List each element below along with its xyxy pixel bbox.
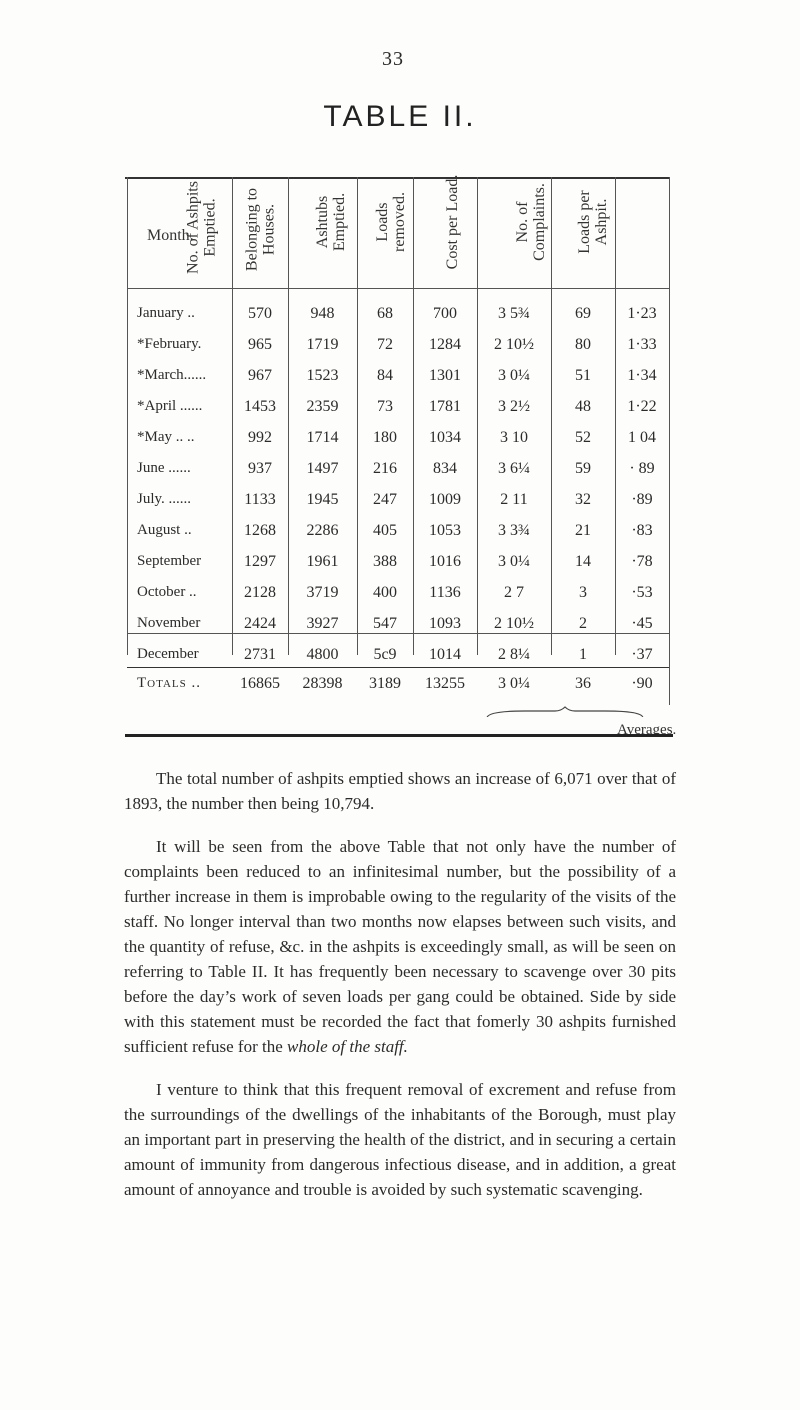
ashtubs-cell: 388 <box>373 553 397 570</box>
month-cell: October .. <box>137 584 197 600</box>
ashpits-cell: 992 <box>248 429 272 446</box>
loads-cell: 1284 <box>429 336 461 353</box>
month-cell: August .. <box>137 522 192 538</box>
complaints-cell: 21 <box>575 522 591 539</box>
loads-total: 13255 <box>425 675 465 692</box>
houses-total: 28398 <box>302 675 343 692</box>
paragraph-2-italic: whole of the staff. <box>287 1037 408 1056</box>
loads-cell: 834 <box>433 460 457 477</box>
houses-cell: 2359 <box>306 398 339 415</box>
houses-cell: 2286 <box>306 522 339 539</box>
complaints-cell: 80 <box>575 336 591 353</box>
loads-cell: 1016 <box>429 553 461 570</box>
ashpits-cell: 2424 <box>244 615 276 632</box>
loads-cell: 1034 <box>429 429 461 446</box>
houses-cell: 1523 <box>306 367 339 384</box>
houses-cell: 1714 <box>306 429 339 446</box>
header-month: Month. <box>147 227 194 244</box>
complaints-cell: 1 <box>579 646 587 663</box>
paragraph-1: The total number of ashpits emptied shows an increase of 6,071 over that of 1893, the number then being 10,794. <box>124 769 676 813</box>
loads-per-ashpit-cell: ·89 <box>631 491 653 508</box>
cost-cell: 2 11 <box>500 491 528 508</box>
loads-per-ashpit-average: ·90 <box>631 675 653 692</box>
ashpits-cell: 570 <box>248 305 272 322</box>
ashtubs-cell: 216 <box>373 460 397 477</box>
ashtubs-cell: 72 <box>377 336 393 353</box>
complaints-cell: 52 <box>575 429 591 446</box>
cost-cell: 2 10½ <box>494 336 534 353</box>
loads-cell: 1014 <box>429 646 461 663</box>
loads-per-ashpit-cell: ·37 <box>631 646 653 663</box>
month-cell: January .. <box>137 305 195 321</box>
header-loads-per-ashpit: Loads per Ashpit. <box>576 190 610 254</box>
month-cell: *March...... <box>137 367 207 383</box>
complaints-total: 36 <box>575 675 591 692</box>
houses-cell: 4800 <box>306 646 339 663</box>
cost-cell: 3 6¼ <box>498 460 530 477</box>
complaints-cell: 51 <box>575 367 591 384</box>
paragraph-3: I venture to think that this frequent removal of excrement and refuse from the surroundings of the dwellings of the inhabitants of the Borough, must play an important part in preserving the health of the district, and in securing a certain amount of immunity from dangerous infectious disease, and in addition, a great amount of annoyance and trouble is avoided by such systematic scavenging. <box>124 1080 676 1199</box>
ashtubs-cell: 405 <box>373 522 397 539</box>
ashtubs-cell: 547 <box>373 615 397 632</box>
header-loads: Loads removed. <box>374 192 408 252</box>
month-cell: July. ...... <box>137 491 192 507</box>
loads-per-ashpit-cell: ·45 <box>631 615 653 632</box>
header-ashpits: No. of Ashpits Emptied. <box>184 181 219 274</box>
ashtubs-cell: 247 <box>373 491 397 508</box>
complaints-cell: 3 <box>579 584 587 601</box>
cost-cell: 2 10½ <box>494 615 534 632</box>
loads-per-ashpit-cell: 1·33 <box>627 336 657 353</box>
loads-cell: 1093 <box>429 615 461 632</box>
cost-cell: 3 0¼ <box>498 367 530 384</box>
cost-cell: 3 10 <box>500 429 528 446</box>
complaints-cell: 14 <box>575 553 591 570</box>
houses-cell: 1945 <box>306 491 339 508</box>
loads-per-ashpit-cell: 1·22 <box>627 398 657 415</box>
month-cell: *May .. .. <box>137 429 195 445</box>
totals-label: Totals .. <box>137 675 201 691</box>
ashtubs-cell: 5c9 <box>373 646 397 663</box>
houses-cell: 3927 <box>306 615 339 632</box>
paragraph-2 <box>124 834 676 1059</box>
loads-per-ashpit-cell: ·83 <box>631 522 653 539</box>
month-cell: *February. <box>137 336 202 352</box>
header-houses: Belonging to Houses. <box>243 187 278 272</box>
ashtubs-cell: 68 <box>377 305 393 322</box>
table-title: TABLE II. <box>323 100 477 133</box>
cost-cell: 2 8¼ <box>498 646 530 663</box>
averages-label: Averages. <box>617 722 677 738</box>
ashtubs-cell: 84 <box>377 367 393 384</box>
header-ashtubs: Ashtubs Emptied. <box>314 192 348 252</box>
month-cell: *April ...... <box>137 398 203 414</box>
header-complaints: No. of Complaints. <box>514 183 548 261</box>
ashpits-cell: 937 <box>248 460 272 477</box>
ashpits-cell: 2731 <box>244 646 276 663</box>
cost-cell: 2 7 <box>504 584 524 601</box>
houses-cell: 3719 <box>306 584 339 601</box>
month-cell: November <box>137 615 201 631</box>
ashpits-cell: 1453 <box>244 398 276 415</box>
month-cell: December <box>137 646 199 662</box>
loads-per-ashpit-cell: 1 04 <box>628 429 656 446</box>
loads-cell: 1136 <box>429 584 461 601</box>
ashpits-cell: 965 <box>248 336 272 353</box>
ashtubs-cell: 400 <box>373 584 397 601</box>
loads-per-ashpit-cell: 1·23 <box>627 305 657 322</box>
ashpits-cell: 1268 <box>244 522 276 539</box>
loads-cell: 1009 <box>429 491 461 508</box>
ashpits-cell: 1297 <box>244 553 276 570</box>
paragraph-2-text: It will be seen from the above Table that not only have the number of complaints been reduced to an infinitesimal number, but the possibility of a further increase in them is improbable owing to the regularity of the visits of the staff. No longer interval than two months now elapses between such visits, and the quantity of refuse, &c. in the ashpits is exceedingly small, as will be seen on referring to Table II. It has frequently been necessary to scavenge over 30 pits before the day’s work of seven loads per gang could be obtained. Side by side with this statement must be recorded the fact that fomerly 30 ashpits furnished sufficient refuse for the <box>124 837 676 1056</box>
cost-average: 3 0¼ <box>498 675 530 692</box>
loads-cell: 1301 <box>429 367 461 384</box>
loads-cell: 1053 <box>429 522 461 539</box>
loads-cell: 1781 <box>429 398 461 415</box>
ashpits-cell: 967 <box>248 367 272 384</box>
ashtubs-total: 3189 <box>369 675 401 692</box>
month-cell: June ...... <box>137 460 191 476</box>
cost-cell: 3 0¼ <box>498 553 530 570</box>
header-cost: Cost per Load. <box>444 174 461 270</box>
body-text <box>124 766 676 1202</box>
cost-cell: 3 3¾ <box>498 522 530 539</box>
ashpits-cell: 2128 <box>244 584 276 601</box>
houses-cell: 1497 <box>306 460 339 477</box>
loads-per-ashpit-cell: ·78 <box>631 553 653 570</box>
houses-cell: 948 <box>310 305 335 322</box>
complaints-cell: 32 <box>575 491 591 508</box>
cost-cell: 3 2½ <box>498 398 530 415</box>
ashtubs-cell: 180 <box>373 429 397 446</box>
month-cell: September <box>137 553 202 569</box>
ashpits-cell: 1133 <box>244 491 276 508</box>
cost-cell: 3 5¾ <box>498 305 530 322</box>
loads-per-ashpit-cell: ·53 <box>631 584 653 601</box>
complaints-cell: 69 <box>575 305 591 322</box>
complaints-cell: 2 <box>579 615 587 632</box>
complaints-cell: 48 <box>575 398 591 415</box>
loads-per-ashpit-cell: · 89 <box>629 460 655 477</box>
ashpits-total: 16865 <box>240 675 280 692</box>
houses-cell: 1719 <box>306 336 339 353</box>
table-bottom-rule <box>125 734 673 737</box>
loads-cell: 700 <box>433 305 457 322</box>
ashtubs-cell: 73 <box>377 398 393 415</box>
page-number: 33 <box>382 48 404 70</box>
houses-cell: 1961 <box>306 553 339 570</box>
loads-per-ashpit-cell: 1·34 <box>627 367 657 384</box>
complaints-cell: 59 <box>575 460 591 477</box>
